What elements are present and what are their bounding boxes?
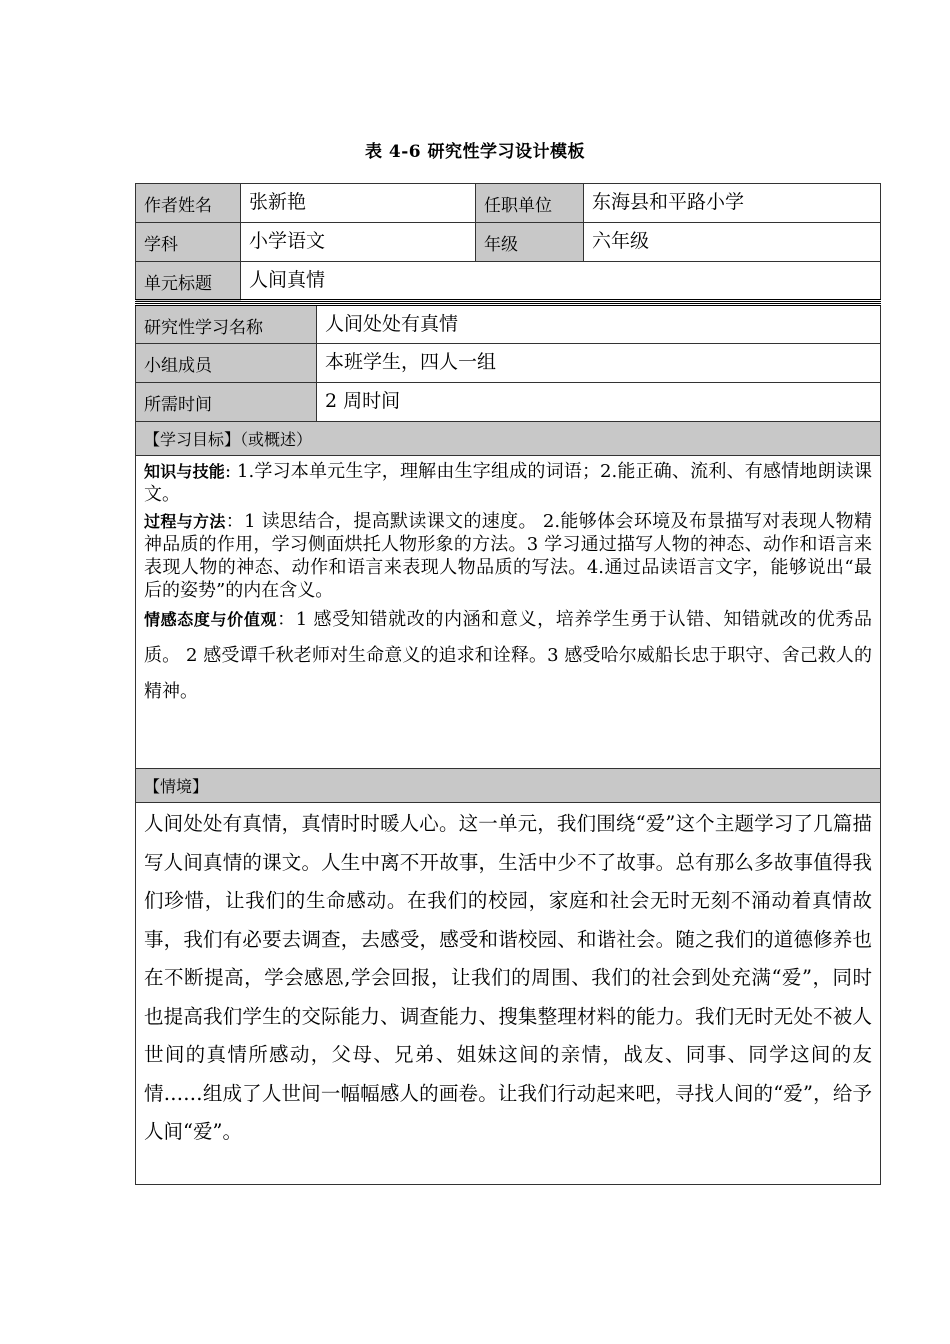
process-label: 过程与方法 [144,512,226,531]
study-name-label: 研究性学习名称 [136,305,317,344]
objectives-body [136,456,881,769]
study-table [135,303,881,1185]
objectives-header: 【学习目标】（或概述） [136,422,881,456]
knowledge-text: : 1.学习本单元生字，理解由生字组成的词语；2.能正确、流利、有感情地朗读课文。 [144,461,872,505]
emotion-paragraph [144,602,872,710]
info-table [135,183,881,302]
emotion-text: ：1 感受知错就改的内涵和意义，培养学生勇于认错、知错就改的优秀品质。 2 感受谭千秋老师对生命意义的追求和诠释。3 感受哈尔威船长忠于职守、舍己救人的精神。 [144,609,872,702]
grade-label: 年级 [476,223,584,262]
author-label: 作者姓名 [136,184,241,223]
knowledge-label: 知识与技能 [144,462,226,481]
unit-title-value: 人间真情 [241,262,881,301]
members-value: 本班学生，四人一组 [317,344,881,383]
study-name-value: 人间处处有真情 [317,305,881,344]
grade-value: 六年级 [584,223,881,262]
subject-value: 小学语文 [241,223,476,262]
time-value: 2 周时间 [317,383,881,422]
subject-label: 学科 [136,223,241,262]
author-value: 张新艳 [241,184,476,223]
process-paragraph [144,510,872,602]
members-label: 小组成员 [136,344,317,383]
process-text: ：1 读思结合，提高默读课文的速度。 2.能够体会环境及布景描写对表现人物精神品质的作用，学习侧面烘托人物形象的方法。3 学习通过描写人物的神态、动作和语言来表现人物的神态、动作和语言来表现人物品质的写法。4.通过品读语言文字，能够说出“最后的姿势”的内在含义。 [144,511,872,601]
emotion-label: 情感态度与价值观 [144,610,278,629]
unit-org-value: 东海县和平路小学 [584,184,881,223]
context-body: 人间处处有真情，真情时时暖人心。这一单元，我们围绕“爱”这个主题学习了几篇描写人间真情的课文。人生中离不开故事，生活中少不了故事。总有那么多故事值得我们珍惜，让我们的生命感动。在我们的校园，家庭和社会无时无刻不涌动着真情故事，我们有必要去调查，去感受，感受和谐校园、和谐社会。随之我们的道德修养也在不断提高，学会感恩,学会回报，让我们的周围、我们的社会到处充满“爱”，同时也提高我们学生的交际能力、调查能力、搜集整理材料的能力。我们无时无处不被人世间的真情所感动，父母、兄弟、姐妹这间的亲情，战友、同事、同学这间的友情……组成了人世间一幅幅感人的画卷。让我们行动起来吧，寻找人间的“爱”，给予人间“爱”。 [136,803,881,1185]
unit-org-label: 任职单位 [476,184,584,223]
time-label: 所需时间 [136,383,317,422]
document-title: 表 4-6 研究性学习设计模板 [364,142,586,162]
knowledge-paragraph [144,460,872,506]
unit-title-label: 单元标题 [136,262,241,301]
context-header: 【情境】 [136,769,881,803]
